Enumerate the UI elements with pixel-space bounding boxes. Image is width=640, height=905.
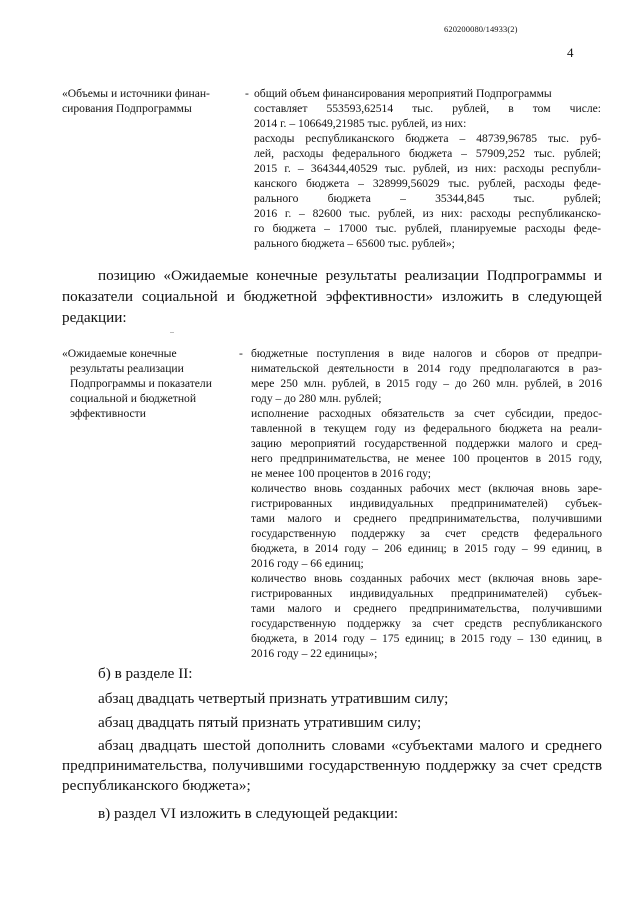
text-line: количество вновь созданных рабочих мест (включая вновь заре- <box>251 572 602 585</box>
text-line: бюджета, в 2014 году – 206 единиц; в 2015 году – 99 единиц, в <box>251 542 602 555</box>
text-line: тавленной в текущем году из федерального бюджета на реали- <box>251 422 602 435</box>
results-text <box>251 346 602 661</box>
item-paragraph-25: абзац двадцать пятый признать утратившим силу; <box>98 714 422 731</box>
text-line: тами малого и среднего предпринимательства, получившими <box>251 602 602 615</box>
results-label <box>62 346 232 421</box>
text-line: году – до 280 млн. рублей; <box>251 392 382 405</box>
text-line: гистрированных индивидуальных предпринимателей) субъек- <box>251 587 602 600</box>
scan-mark <box>170 332 174 333</box>
text-line: него предпринимательства, не менее 100 процентов в 2015 году, <box>251 452 602 465</box>
section-b: б) в разделе II: <box>98 665 193 682</box>
text-line: тами малого и среднего предпринимательства, получившими <box>251 512 602 525</box>
text-line: 2016 году – 22 единицы»; <box>251 647 378 660</box>
text-line: го бюджета – 17000 тыс. рублей, планируемые расходы феде- <box>254 222 601 235</box>
text-line: бюджета, в 2014 году – 175 единиц; в 2015 году – 130 единиц, в <box>251 632 602 645</box>
text-line: государственную поддержку за счет средств республиканского <box>251 617 602 630</box>
text-line: нимательской деятельности в 2014 году предполагаются в раз- <box>251 362 602 375</box>
text-line: расходы республиканского бюджета – 48739,96785 тыс. руб- <box>254 132 601 145</box>
results-dash: - <box>239 347 243 360</box>
text-line: рального бюджета – 35344,845 тыс. рублей; <box>254 192 601 205</box>
text-line: мере 250 млн. рублей, в 2015 году – до 260 млн. рублей, в 2016 <box>251 377 602 390</box>
section-c: в) раздел VI изложить в следующей редакции: <box>98 805 399 822</box>
text-line: зацию мероприятий государственной поддержки малого и сред- <box>251 437 602 450</box>
document-id: 620200080/14933(2) <box>444 24 518 34</box>
label-line: «Ожидаемые конечные <box>62 347 177 360</box>
label-line: результаты реализации <box>70 362 184 375</box>
text-line: рального бюджета – 65600 тыс. рублей»; <box>254 237 455 250</box>
item-paragraph-24: абзац двадцать четвертый признать утратившим силу; <box>98 690 449 707</box>
text-line: не менее 100 процентов в 2016 году; <box>251 467 432 480</box>
page-number: 4 <box>567 45 574 60</box>
text-line: государственную поддержку за счет средств федерального <box>251 527 602 540</box>
text-line: исполнение расходных обязательств за счет субсидии, предос- <box>251 407 602 420</box>
text-line: канского бюджета – 328999,56029 тыс. рублей, расходы феде- <box>254 177 601 190</box>
text-line: 2016 году – 66 единиц; <box>251 557 364 570</box>
funding-label: «Объемы и источники финан-сирования Подпрограммы <box>62 87 210 115</box>
label-line: социальной и бюджетной <box>70 392 197 405</box>
text-line: количество вновь созданных рабочих мест (включая вновь заре- <box>251 482 602 495</box>
funding-text <box>254 86 601 251</box>
text-line: общий объем финансирования мероприятий Подпрограммы <box>254 87 552 100</box>
item-paragraph-26: абзац двадцать шестой дополнить словами «субъектами малого и среднего предпринимательства, получившими государственную поддержку за счет средств республиканского бюджета»; <box>62 737 602 794</box>
text-line: 2014 г. – 106649,21985 тыс. рублей, из них: <box>254 117 467 130</box>
text-line: 2016 г. – 82600 тыс. рублей, из них: расходы республиканско- <box>254 207 601 220</box>
label-line: Подпрограммы и показатели <box>70 377 212 390</box>
text-line: 2015 г. – 364344,40529 тыс. рублей, из них: расходы республи- <box>254 162 601 175</box>
text-line: составляет 553593,62514 тыс. рублей, в том числе: <box>254 102 601 115</box>
paragraph-position: позицию «Ожидаемые конечные результаты реализации Подпрограммы и показатели социальной и бюджетной эффективности» изложить в следующей редакции: <box>62 267 602 326</box>
text-line: бюджетные поступления в виде налогов и сборов от предпри- <box>251 347 602 360</box>
text-line: лей, расходы федерального бюджета – 57909,252 тыс. рублей; <box>254 147 601 160</box>
funding-dash: - <box>245 87 249 100</box>
text-line: гистрированных индивидуальных предпринимателей) субъек- <box>251 497 602 510</box>
label-line: эффективности <box>70 407 146 420</box>
